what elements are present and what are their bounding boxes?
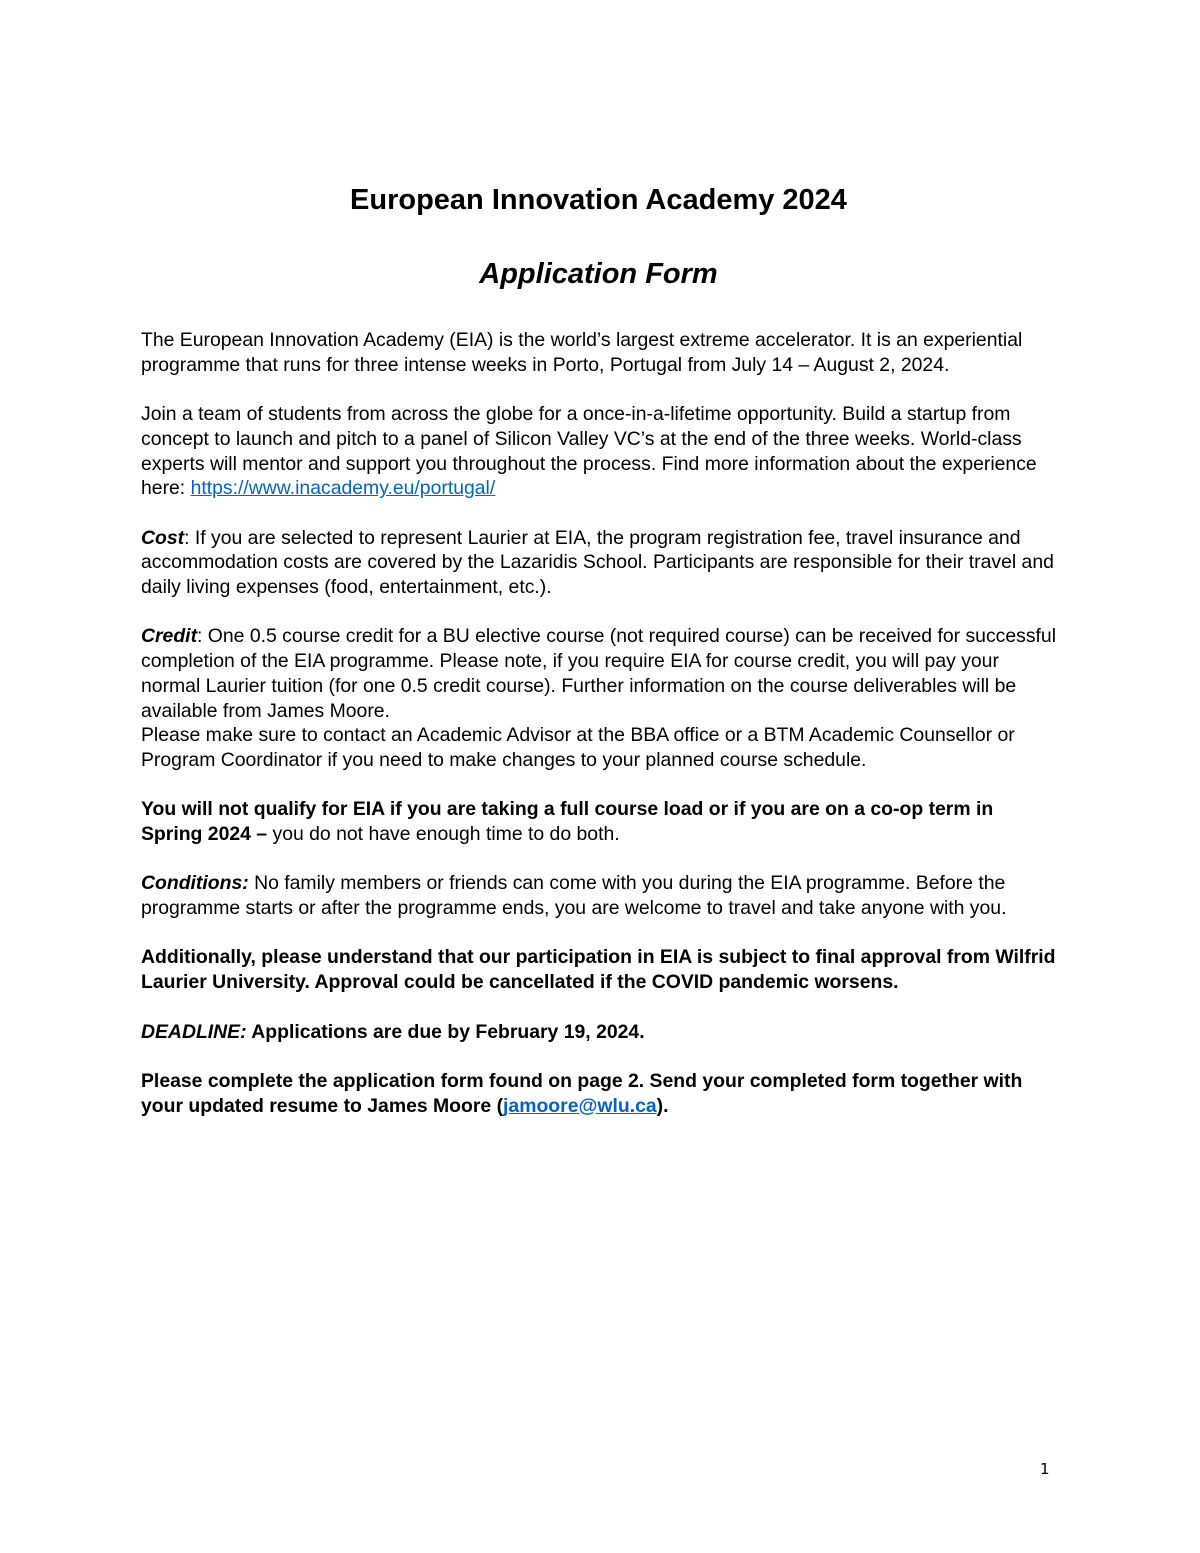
submission-closing: ). xyxy=(656,1094,669,1117)
eia-website-link[interactable]: https://www.inacademy.eu/portugal/ xyxy=(190,477,496,500)
submission-paragraph xyxy=(141,1069,1056,1118)
document-subtitle: Application Form xyxy=(479,258,718,290)
cost-text: : If you are selected to represent Laurier at EIA, the program registration fee, travel insurance and accommodation costs are covered by the Lazaridis School. Participants are responsible for their travel and daily living expenses (food, entertainment, etc.). xyxy=(141,526,1054,598)
credit-paragraph xyxy=(141,624,1056,723)
submission-text: Please complete the application form found on page 2. Send your completed form together with your updated resume to James Moore ( xyxy=(141,1069,1023,1117)
conditions-paragraph xyxy=(141,871,1056,920)
conditions-text: No family members or friends can come with you during the EIA programme. Before the programme starts or after the programme ends, you are welcome to travel and take anyone with you. xyxy=(141,872,1007,920)
qualify-bold-text: You will not qualify for EIA if you are taking a full course load or if you are on a co-op term in Spring 2024 – xyxy=(141,798,994,845)
qualify-paragraph xyxy=(141,797,1056,846)
cost-paragraph xyxy=(141,526,1056,600)
cost-label: Cost xyxy=(141,526,185,549)
intro-paragraph: The European Innovation Academy (EIA) is the world’s largest extreme accelerator. It is an experiential programme that runs for three intense weeks in Porto, Portugal from July 14 – August 2, 2024. xyxy=(141,329,1023,376)
join-paragraph xyxy=(141,402,1056,501)
page-number: 1 xyxy=(1040,1460,1050,1478)
conditions-label: Conditions: xyxy=(141,872,249,895)
document-title: European Innovation Academy 2024 xyxy=(350,184,847,216)
join-text: Join a team of students from across the globe for a once-in-a-lifetime opportunity. Build a startup from concept to launch and pitch to a panel of Silicon Valley VC’s at the end of the three weeks. World-class experts will mentor and support you throughout the process. Find more information about the experience here: xyxy=(141,403,1037,500)
approval-paragraph: Additionally, please understand that our participation in EIA is subject to final approval from Wilfrid Laurier University. Approval could be cancellated if the COVID pandemic worsens. xyxy=(141,946,1056,994)
deadline-label: DEADLINE: xyxy=(141,1020,247,1043)
credit-text: : One 0.5 course credit for a BU elective course (not required course) can be received for successful completion of the EIA programme. Please note, if you require EIA for course credit, you will pay your normal Laurier tuition (for one 0.5 credit course). Further information on the course deliverables will be available from James Moore. xyxy=(141,625,1057,722)
credit-label: Credit xyxy=(141,625,198,648)
qualify-text: you do not have enough time to do both. xyxy=(267,823,620,845)
deadline-text: Applications are due by February 19, 2024. xyxy=(246,1020,645,1043)
advisor-paragraph: Please make sure to contact an Academic Advisor at the BBA office or a BTM Academic Counsellor or Program Coordinator if you need to make changes to your planned course schedule. xyxy=(141,724,1015,771)
deadline-paragraph xyxy=(141,1020,1056,1045)
email-link[interactable]: jamoore@wlu.ca xyxy=(503,1094,657,1117)
page-content xyxy=(141,180,1056,1118)
